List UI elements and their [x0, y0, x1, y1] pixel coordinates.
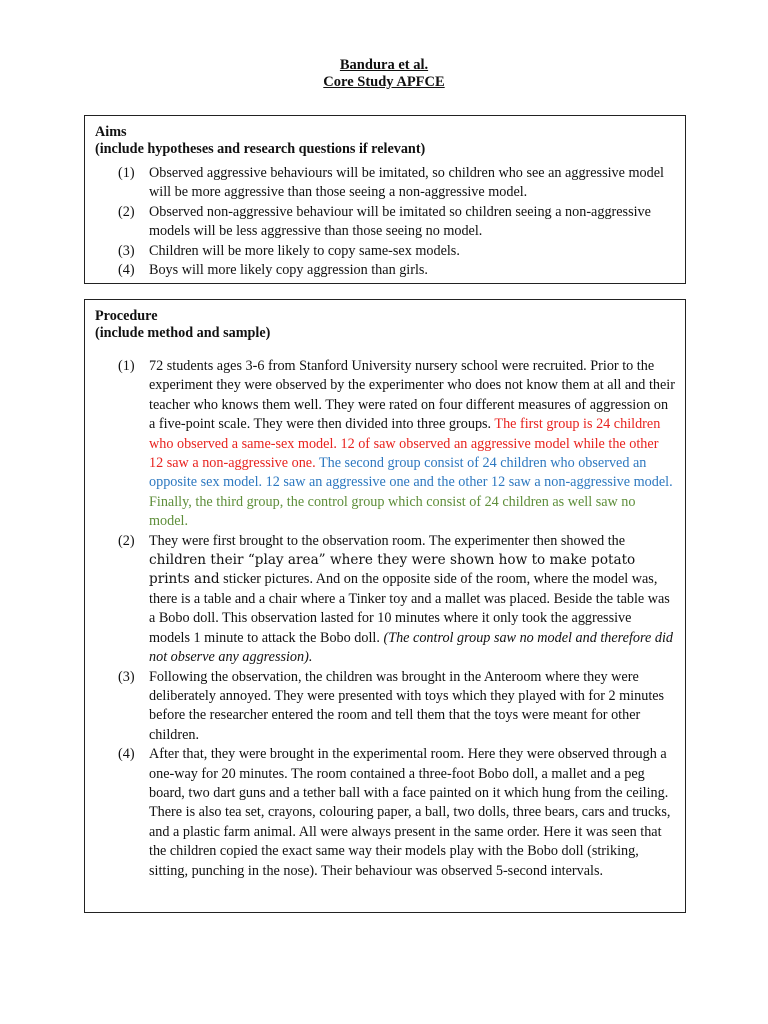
procedure-item — [95, 745, 675, 881]
procedure-number: (4) — [118, 746, 135, 763]
aim-number: (2) — [118, 203, 135, 220]
aim-text: Observed aggressive behaviours will be imitated, so children who see an aggressive model will be more aggressive than those seeing a non-aggressive model. — [149, 165, 664, 201]
aim-text: Children will be more likely to copy same-sex models. — [149, 242, 460, 259]
aim-number: (4) — [118, 262, 135, 279]
procedure-text: They were first brought to the observation room. The experimenter then showed the — [149, 532, 626, 549]
procedure-number: (1) — [118, 358, 135, 374]
procedure-heading: Procedure — [95, 308, 158, 324]
aim-number: (1) — [118, 165, 135, 181]
document-title — [0, 57, 768, 91]
title-line-2: Core Study APFCE — [323, 74, 445, 90]
procedure-text: Following the observation, the children was brought in the Anteroom where they were deliberately annoyed. They were presented with toys which they played with for 2 minutes before the researcher entered the room and tell them that the toys were meant for other children. — [149, 668, 665, 743]
procedure-item — [95, 668, 675, 746]
procedure-list — [95, 357, 675, 881]
aim-text: Observed non-aggressive behaviour will be imitated so children seeing a non-aggressive models will be less aggressive than those seeing no model. — [149, 203, 651, 240]
aim-number: (3) — [118, 242, 135, 259]
procedure-text: 72 students ages 3-6 from Stanford University nursery school were recruited. Prior to the experiment they were observed by the experimenter who does not know them at all and their teacher who knows them well. They were rated on four different measures of aggression on a five-point scale. They were then divided into three groups. — [149, 358, 675, 433]
group-3-text: Finally, the third group, the control group which consist of 24 children as well saw no model. — [149, 493, 636, 530]
aim-item — [95, 261, 675, 280]
aim-item — [95, 203, 675, 242]
aim-text: Boys will more likely copy aggression than girls. — [149, 262, 428, 279]
procedure-item — [95, 532, 675, 668]
procedure-number: (3) — [118, 668, 135, 685]
control-group-note: (The control group saw no model and therefore did not observe any aggression). — [149, 629, 673, 666]
group-1-text: The first group is 24 children who observed a same-sex model. 12 of saw observed an aggressive model while the other 12 saw a non-aggressive one. — [149, 416, 661, 472]
procedure-text: children their “play area” where they were shown how to make potato prints and — [149, 552, 636, 588]
aim-item — [95, 242, 675, 261]
aims-list — [95, 164, 675, 280]
aims-heading: Aims — [95, 124, 127, 140]
aims-section — [84, 115, 686, 284]
aims-subheading: (include hypotheses and research questions if relevant) — [95, 140, 426, 157]
procedure-number: (2) — [118, 532, 135, 549]
group-2-text: The second group consist of 24 children who observed an opposite sex model. 12 saw an aggressive one and the other 12 saw a non-aggressive model. — [149, 455, 673, 491]
procedure-item — [95, 357, 675, 532]
procedure-text: sticker pictures. And on the opposite side of the room, where the model was, there is a table and a chair where a Tinker toy and a mallet was placed. Beside the table was a Bobo doll. This observation lasted for 10 minutes where it only took the aggressive models 1 minute to attack the Bobo doll. — [149, 571, 670, 646]
procedure-subheading: (include method and sample) — [95, 324, 271, 341]
title-line-1: Bandura et al. — [339, 57, 429, 73]
aim-item — [95, 164, 675, 203]
procedure-section — [84, 299, 686, 913]
procedure-text: After that, they were brought in the experimental room. Here they were observed through a one-way for 20 minutes. The room contained a three-foot Bobo doll, a mallet and a peg board, two dart guns and a tether ball with a face painted on it which hung from the ceiling. There is also tea set, crayons, colouring paper, a ball, two dolls, three bears, cars and trucks, and a plastic farm animal. All were always present in the same order. Here it was seen that the children copied the exact same way their models play with the Bobo doll (striking, sitting, punching in the nose). Their behaviour was observed 5-second intervals. — [149, 746, 671, 879]
